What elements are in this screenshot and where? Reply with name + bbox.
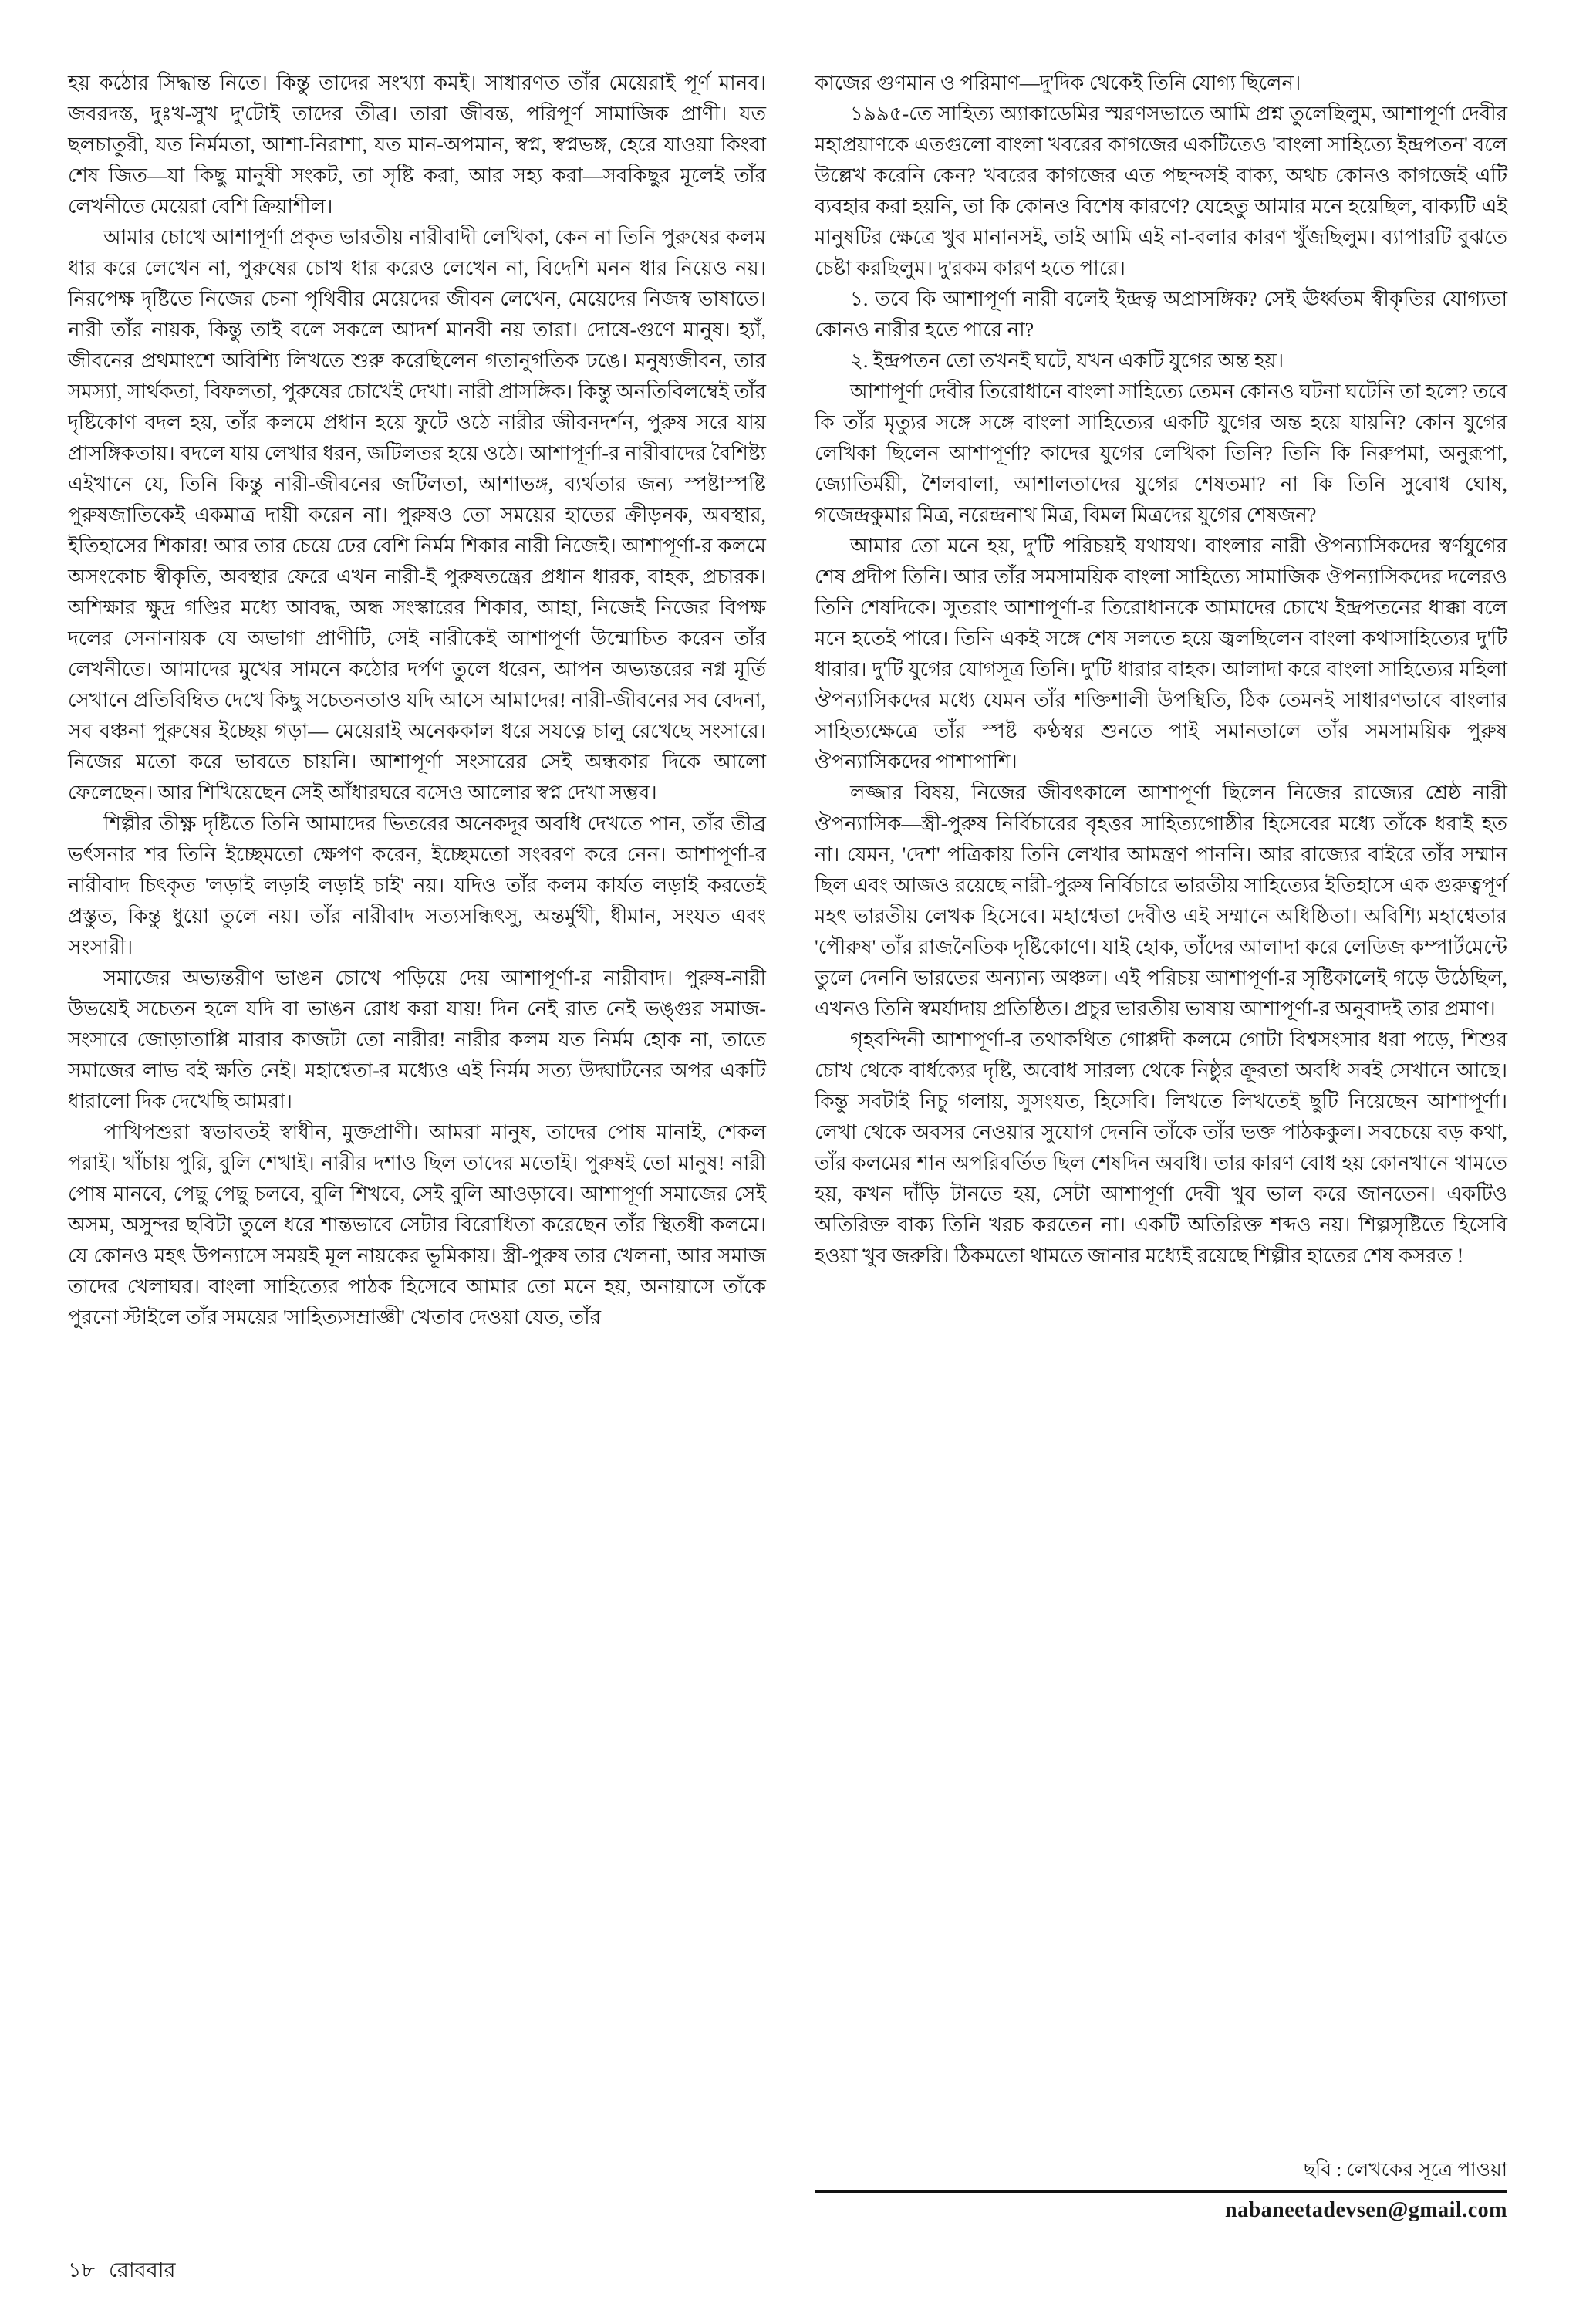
credit-block xyxy=(815,2157,1507,2224)
article-right-column xyxy=(815,68,1507,1272)
magazine-title: রোববার xyxy=(109,2258,176,2282)
paragraph: পাখিপশুরা স্বভাবতই স্বাধীন, মুক্তপ্রাণী। আমরা মানুষ, তাদের পোষ মানাই, শেকল পরাই। খাঁচায় পুরি, বুলি শেখাই। নারীর দশাও ছিল তাদের মতোই। পুরুষই তো মানুষ! নারী পোষ মানবে, পেছু পেছু চলবে, বুলি শিখবে, সেই বুলি আওড়াবে। আশাপূর্ণা সমাজের সেই অসম, অসুন্দর ছবিটা তুলে ধরে শান্তভাবে সেটার বিরোধিতা করেছেন তাঁর স্থিতধী কলমে। যে কোনও মহৎ উপন্যাসে সময়ই মূল নায়কের ভূমিকায়। স্ত্রী-পুরুষ তার খেলনা, আর সমাজ তাদের খেলাঘর। বাংলা সাহিত্যের পাঠক হিসেবে আমার তো মনে হয়, অনায়াসে তাঁকে পুরনো স্টাইলে তাঁর সময়ের 'সাহিত্যসম্রাজ্ঞী' খেতাব দেওয়া যেত, তাঁর xyxy=(68,1121,766,1329)
page-footer xyxy=(68,2255,175,2289)
paragraph: আমার চোখে আশাপূর্ণা প্রকৃত ভারতীয় নারীবাদী লেখিকা, কেন না তিনি পুরুষের কলম ধার করে লেখেন না, পুরুষের চোখ ধার করেও লেখেন না, বিদেশি মনন ধার নিয়েও নয়। নিরপেক্ষ দৃষ্টিতে নিজের চেনা পৃথিবীর মেয়েদের জীবন লেখেন, মেয়েদের নিজস্ব ভাষাতে। নারী তাঁর নায়ক, কিন্তু তাই বলে সকলে আদর্শ মানবী নয় তারা। দোষে-গুণে মানুষ। হ্যাঁ, জীবনের প্রথমাংশে অবিশ্যি লিখতে শুরু করেছিলেন গতানুগতিক ঢঙে। মনুষ্যজীবন, তার সমস্যা, সার্থকতা, বিফলতা, পুরুষের চোখেই দেখা। নারী প্রাসঙ্গিক। কিন্তু অনতিবিলম্বেই তাঁর দৃষ্টিকোণ বদল হয়, তাঁর কলমে প্রধান হয়ে ফুটে ওঠে নারীর জীবনদর্শন, পুরুষ সরে যায় প্রাসঙ্গিকতায়। বদলে যায় লেখার ধরন, জটিলতর হয়ে ওঠে। আশাপূর্ণা-র নারীবাদের বৈশিষ্ট্য এইখানে যে, তিনি কিন্তু নারী-জীবনের জটিলতা, আশাভঙ্গ, ব্যর্থতার জন্য স্পষ্টাস্পষ্টি পুরুষজাতিকেই একমাত্র দায়ী করেন না। পুরুষও তো সময়ের হাতের ক্রীড়নক, অবস্থার, ইতিহাসের শিকার! আর তার চেয়ে ঢের বেশি নির্মম শিকার নারী নিজেই। আশাপূর্ণা-র কলমে অসংকোচ স্বীকৃতি, অবস্থার ফেরে এখন নারী-ই পুরুষতন্ত্রের প্রধান ধারক, বাহক, প্রচারক। অশিক্ষার ক্ষুদ্র গণ্ডির মধ্যে আবদ্ধ, অন্ধ সংস্কারের শিকার, আহা, নিজেই নিজের বিপক্ষ দলের সেনানায়ক যে অভাগা প্রাণীটি, সেই নারীকেই আশাপূর্ণা উন্মোচিত করেন তাঁর লেখনীতে। আমাদের মুখের সামনে কঠোর দর্পণ তুলে ধরেন, আপন অভ্যন্তরের নগ্ন মূর্তি সেখানে প্রতিবিম্বিত দেখে কিছু সচেতনতাও যদি আসে আমাদের! নারী-জীবনের সব বেদনা, সব বঞ্চনা পুরুষের ইচ্ছেয় গড়া— মেয়েরাই অনেককাল ধরে সযত্নে চালু রেখেছে সংসারে। নিজের মতো করে ভাবতে চায়নি। আশাপূর্ণা সংসারের সেই অন্ধকার দিকে আলো ফেলেছেন। আর শিখিয়েছেন সেই আঁধারঘরে বসেও আলোর স্বপ্ন দেখা সম্ভব। xyxy=(68,226,766,804)
paragraph: সমাজের অভ্যন্তরীণ ভাঙন চোখে পড়িয়ে দেয় আশাপূর্ণা-র নারীবাদ। পুরুষ-নারী উভয়েই সচেতন হলে যদি বা ভাঙন রোধ করা যায়! দিন নেই রাত নেই ভঙ্গুর সমাজ-সংসারে জোড়াতাপ্পি মারার কাজটা তো নারীর! নারীর কলম যত নির্মম হোক না, তাতে সমাজের লাভ বই ক্ষতি নেই। মহাশ্বেতা-র মধ্যেও এই নির্মম সত্য উদ্ঘাটনের অপর একটি ধারালো দিক দেখেছি আমরা। xyxy=(68,967,766,1113)
page-number: ১৮ xyxy=(68,2258,96,2282)
photo-credit: ছবি : লেখকের সূত্রে পাওয়া xyxy=(1303,2160,1507,2180)
author-email: nabaneetadevsen@gmail.com xyxy=(1225,2198,1507,2222)
paragraph: লজ্জার বিষয়, নিজের জীবৎকালে আশাপূর্ণা ছিলেন নিজের রাজ্যের শ্রেষ্ঠ নারী ঔপন্যাসিক—স্ত্রী-পুরুষ নির্বিচারের বৃহত্তর সাহিত্যগোষ্ঠীর হিসেবের মধ্যে তাঁকে ধরাই হত না। যেমন, 'দেশ' পত্রিকায় তিনি লেখার আমন্ত্রণ পাননি। আর রাজ্যের বাইরে তাঁর সম্মান ছিল এবং আজও রয়েছে নারী-পুরুষ নির্বিচারে ভারতীয় সাহিত্যের ইতিহাসে এক গুরুত্বপূর্ণ মহৎ ভারতীয় লেখক হিসেবে। মহাশ্বেতা দেবীও এই সম্মানে অধিষ্ঠিতা। অবিশ্যি মহাশ্বেতার 'পৌরুষ' তাঁর রাজনৈতিক দৃষ্টিকোণে। যাই হোক, তাঁদের আলাদা করে লেডিজ কম্পার্টমেন্টে তুলে দেননি ভারতের অন্যান্য অঞ্চল। এই পরিচয় আশাপূর্ণা-র সৃষ্টিকালেই গড়ে উঠেছিল, এখনও তিনি স্বমর্যাদায় প্রতিষ্ঠিত। প্রচুর ভারতীয় ভাষায় আশাপূর্ণা-র অনুবাদই তার প্রমাণ। xyxy=(815,782,1507,1020)
paragraph: কাজের গুণমান ও পরিমাণ—দু'দিক থেকেই তিনি যোগ্য ছিলেন। xyxy=(815,72,1301,94)
paragraph: হয় কঠোর সিদ্ধান্ত নিতে। কিন্তু তাদের সংখ্যা কমই। সাধারণত তাঁর মেয়েরাই পূর্ণ মানব। জবরদস্ত, দুঃখ-সুখ দু'টোই তাদের তীব্র। তারা জীবন্ত, পরিপূর্ণ সামাজিক প্রাণী। যত ছলচাতুরী, যত নির্মমতা, আশা-নিরাশা, যত মান-অপমান, স্বপ্ন, স্বপ্নভঙ্গ, হেরে যাওয়া কিংবা শেষ জিত—যা কিছু মানুষী সংকট, তা সৃষ্টি করা, আর সহ্য করা—সবকিছুর মূলেই তাঁর লেখনীতে মেয়েরা বেশি ক্রিয়াশীল। xyxy=(68,72,766,218)
separator-rule xyxy=(815,2190,1507,2193)
numbered-point-1: ১. তবে কি আশাপূর্ণা নারী বলেই ইন্দ্রত্ব অপ্রাসঙ্গিক? সেই ঊর্ধ্বতম স্বীকৃতির যোগ্যতা কোনও নারীর হতে পারে না? xyxy=(815,288,1507,341)
paragraph: শিল্পীর তীক্ষ্ণ দৃষ্টিতে তিনি আমাদের ভিতরের অনেকদূর অবধি দেখতে পান, তাঁর তীব্র ভর্ৎসনার শর তিনি ইচ্ছেমতো ক্ষেপণ করেন, ইচ্ছেমতো সংবরণ করে নেন। আশাপূর্ণা-র নারীবাদ চিৎকৃত 'লড়াই লড়াই লড়াই চাই' নয়। যদিও তাঁর কলম কার্যত লড়াই করতেই প্রস্তুত, কিন্তু ধুয়ো তুলে নয়। তাঁর নারীবাদ সত্যসন্ধিৎসু, অন্তর্মুখী, ধীমান, সংযত এবং সংসারী। xyxy=(68,812,766,958)
paragraph: আমার তো মনে হয়, দু'টি পরিচয়ই যথাযথ। বাংলার নারী ঔপন্যাসিকদের স্বর্ণযুগের শেষ প্রদীপ তিনি। আর তাঁর সমসাময়িক বাংলা সাহিত্যে সামাজিক ঔপন্যাসিকদের দলেরও তিনি শেষদিকে। সুতরাং আশাপূর্ণা-র তিরোধানকে আমাদের চোখে ইন্দ্রপতনের ধাক্কা বলে মনে হতেই পারে। তিনি একই সঙ্গে শেষ সলতে হয়ে জ্বলছিলেন বাংলা কথাসাহিত্যের দু'টি ধারার। দু'টি যুগের যোগসূত্র তিনি। দু'টি ধারার বাহক। আলাদা করে বাংলা সাহিত্যের মহিলা ঔপন্যাসিকদের মধ্যে যেমন তাঁর শক্তিশালী উপস্থিতি, ঠিক তেমনই সাধারণভাবে বাংলার সাহিত্যক্ষেত্রে তাঁর স্পষ্ট কণ্ঠস্বর শুনতে পাই সমানতালে তাঁর সমসাময়িক পুরুষ ঔপন্যাসিকদের পাশাপাশি। xyxy=(815,535,1507,773)
paragraph: গৃহবন্দিনী আশাপূর্ণা-র তথাকথিত গোপ্পদী কলমে গোটা বিশ্বসংসার ধরা পড়ে, শিশুর চোখ থেকে বার্ধক্যের দৃষ্টি, অবোধ সারল্য থেকে নিষ্ঠুর ক্রূরতা অবধি সবই সেখানে আছে। কিন্তু সবটাই নিচু গলায়, সুসংযত, হিসেবি। লিখতে লিখতেই ছুটি নিয়েছেন আশাপূর্ণা। লেখা থেকে অবসর নেওয়ার সুযোগ দেননি তাঁকে তাঁর ভক্ত পাঠককুল। সবচেয়ে বড় কথা, তাঁর কলমের শান অপরিবর্তিত ছিল শেষদিন অবধি। তার কারণ বোধ হয় কোনখানে থামতে হয়, কখন দাঁড়ি টানতে হয়, সেটা আশাপূর্ণা দেবী খুব ভাল করে জানতেন। একটিও অতিরিক্ত বাক্য তিনি খরচ করতেন না। একটি অতিরিক্ত শব্দও নয়। শিল্পসৃষ্টিতে হিসেবি হওয়া খুব জরুরি। ঠিকমতো থামতে জানার মধ্যেই রয়েছে শিল্পীর হাতের শেষ কসরত ! xyxy=(815,1029,1507,1267)
article-left-column xyxy=(68,68,766,1333)
numbered-point-2: ২. ইন্দ্রপতন তো তখনই ঘটে, যখন একটি যুগের অন্ত হয়। xyxy=(850,350,1284,372)
paragraph: আশাপূর্ণা দেবীর তিরোধানে বাংলা সাহিত্যে তেমন কোনও ঘটনা ঘটেনি তা হলে? তবে কি তাঁর মৃত্যুর সঙ্গে সঙ্গে বাংলা সাহিত্যের একটি যুগের অন্ত হয়ে যায়নি? কোন যুগের লেখিকা ছিলেন আশাপূর্ণা? কাদের যুগের লেখিকা তিনি? তিনি কি নিরুপমা, অনুরূপা, জ্যোতির্ময়ী, শৈলবালা, আশালতাদের যুগের শেষতমা? না কি তিনি সুবোধ ঘোষ, গজেন্দ্রকুমার মিত্র, নরেন্দ্রনাথ মিত্র, বিমল মিত্রদের যুগের শেষজন? xyxy=(815,380,1507,526)
paragraph: ১৯৯৫-তে সাহিত্য অ্যাকাডেমির স্মরণসভাতে আমি প্রশ্ন তুলেছিলুম, আশাপূর্ণা দেবীর মহাপ্রয়াণকে এতগুলো বাংলা খবরের কাগজের একটিতেও 'বাংলা সাহিত্যে ইন্দ্রপতন' বলে উল্লেখ করেনি কেন? খবরের কাগজের এত পছন্দসই বাক্য, অথচ কোনও কাগজেই এটি ব্যবহার করা হয়নি, তা কি কোনও বিশেষ কারণে? যেহেতু আমার মনে হয়েছিল, বাক্যটি এই মানুষটির ক্ষেত্রে খুব মানানসই, তাই আমি এই না-বলার কারণ খুঁজছিলুম। ব্যাপারটি বুঝতে চেষ্টা করছিলুম। দু'রকম কারণ হতে পারে। xyxy=(815,103,1507,279)
